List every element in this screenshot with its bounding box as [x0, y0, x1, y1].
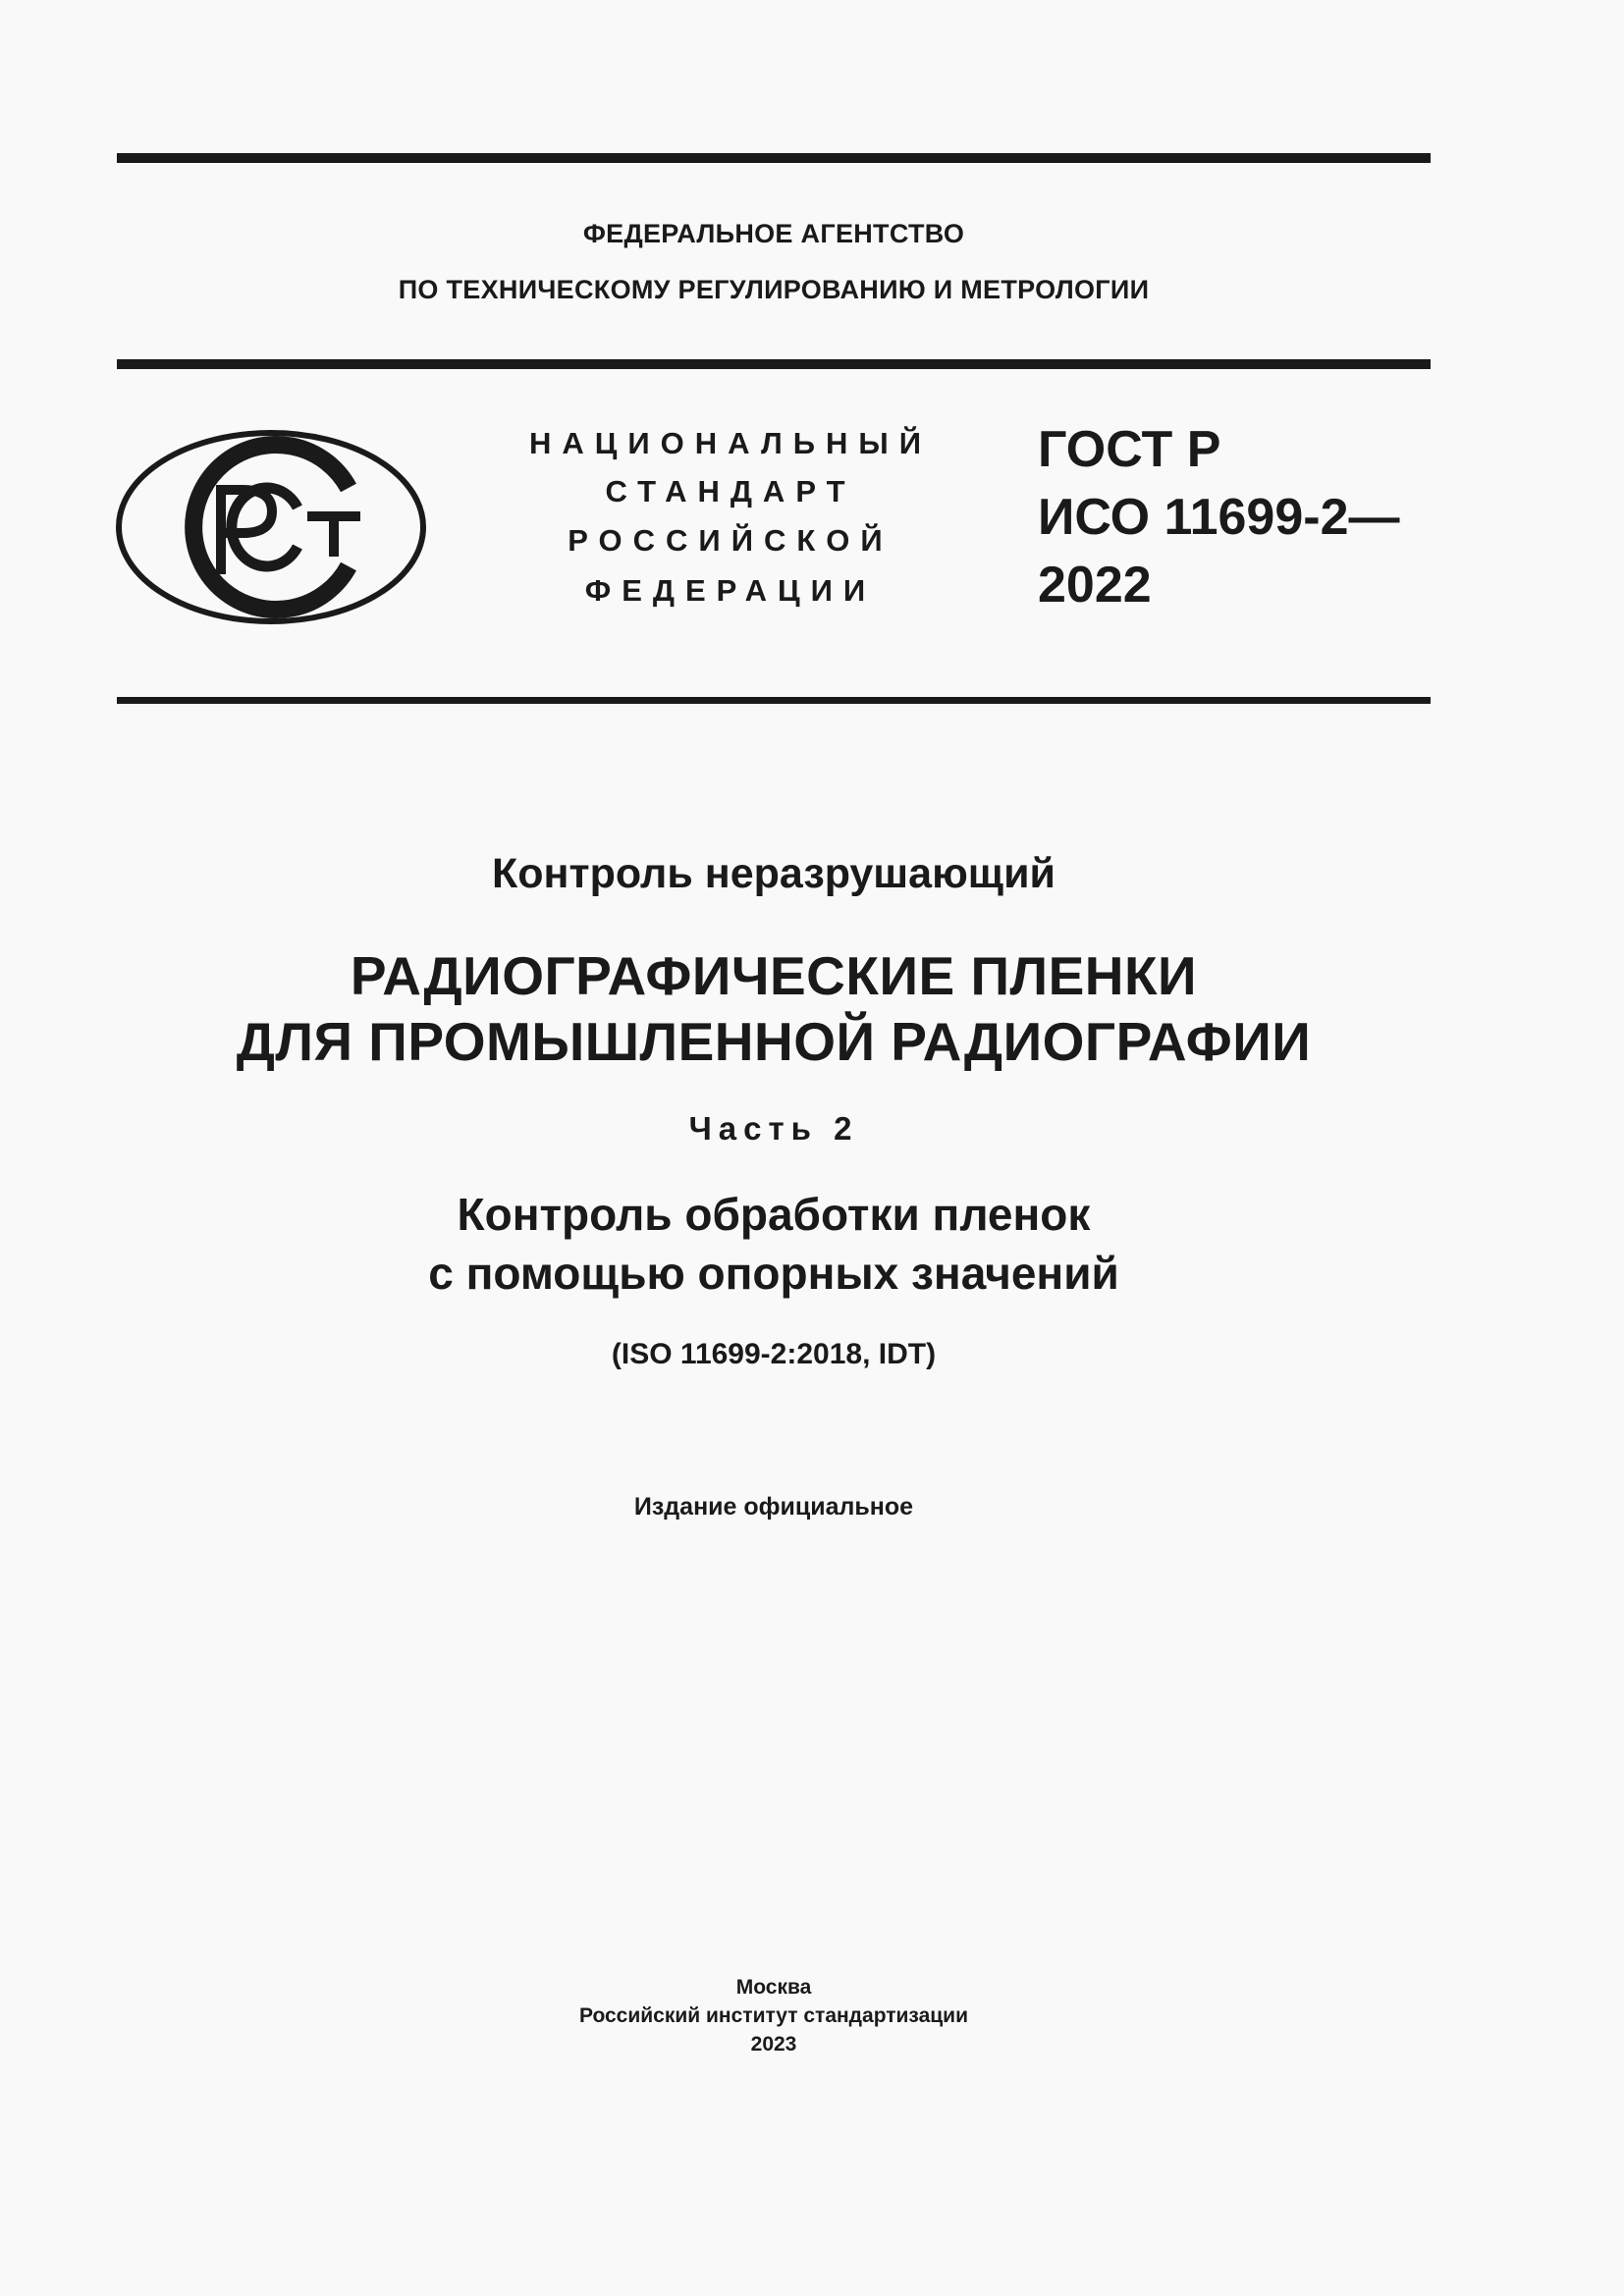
imprint-city: Москва — [735, 1976, 812, 1999]
national-standard-line-1: НАЦИОНАЛЬНЫЙ — [528, 426, 933, 460]
national-standard-line-2: СТАНДАРТ — [605, 474, 856, 508]
main-title-line-1: РАДИОГРАФИЧЕСКИЕ ПЛЕНКИ — [350, 945, 1198, 1006]
agency-line-2: ПО ТЕХНИЧЕСКОМУ РЕГУЛИРОВАНИЮ И МЕТРОЛОГИИ — [398, 275, 1150, 304]
designation-line-2: ИСО 11699-2— — [1038, 489, 1400, 546]
national-standard-line-4: ФЕДЕРАЦИИ — [584, 573, 877, 608]
main-title-line-2: ДЛЯ ПРОМЫШЛЕННОЙ РАДИОГРАФИИ — [236, 1011, 1312, 1072]
agency-line-1: ФЕДЕРАЛЬНОЕ АГЕНТСТВО — [582, 219, 965, 248]
rst-conformity-mark-icon — [115, 429, 427, 625]
designation-line-3: 2022 — [1038, 557, 1152, 614]
subtitle-line-1: Контроль обработки пленок — [457, 1189, 1091, 1240]
part-heading: Часть 2 — [688, 1110, 859, 1147]
subtitle-line-2: с помощью опорных значений — [428, 1248, 1119, 1299]
subject-heading: Контроль неразрушающий — [492, 850, 1056, 897]
top-rule — [117, 153, 1431, 163]
middle-rule — [117, 359, 1431, 369]
edition-label: Издание официальное — [633, 1493, 914, 1521]
national-standard-line-3: РОССИЙСКОЙ — [568, 523, 893, 558]
imprint-publisher: Российский институт стандартизации — [578, 2004, 969, 2027]
bottom-rule — [117, 697, 1431, 704]
iso-reference: (ISO 11699-2:2018, IDT) — [611, 1338, 937, 1370]
imprint-year: 2023 — [750, 2033, 797, 2056]
designation-line-1: ГОСТ Р — [1038, 421, 1221, 478]
